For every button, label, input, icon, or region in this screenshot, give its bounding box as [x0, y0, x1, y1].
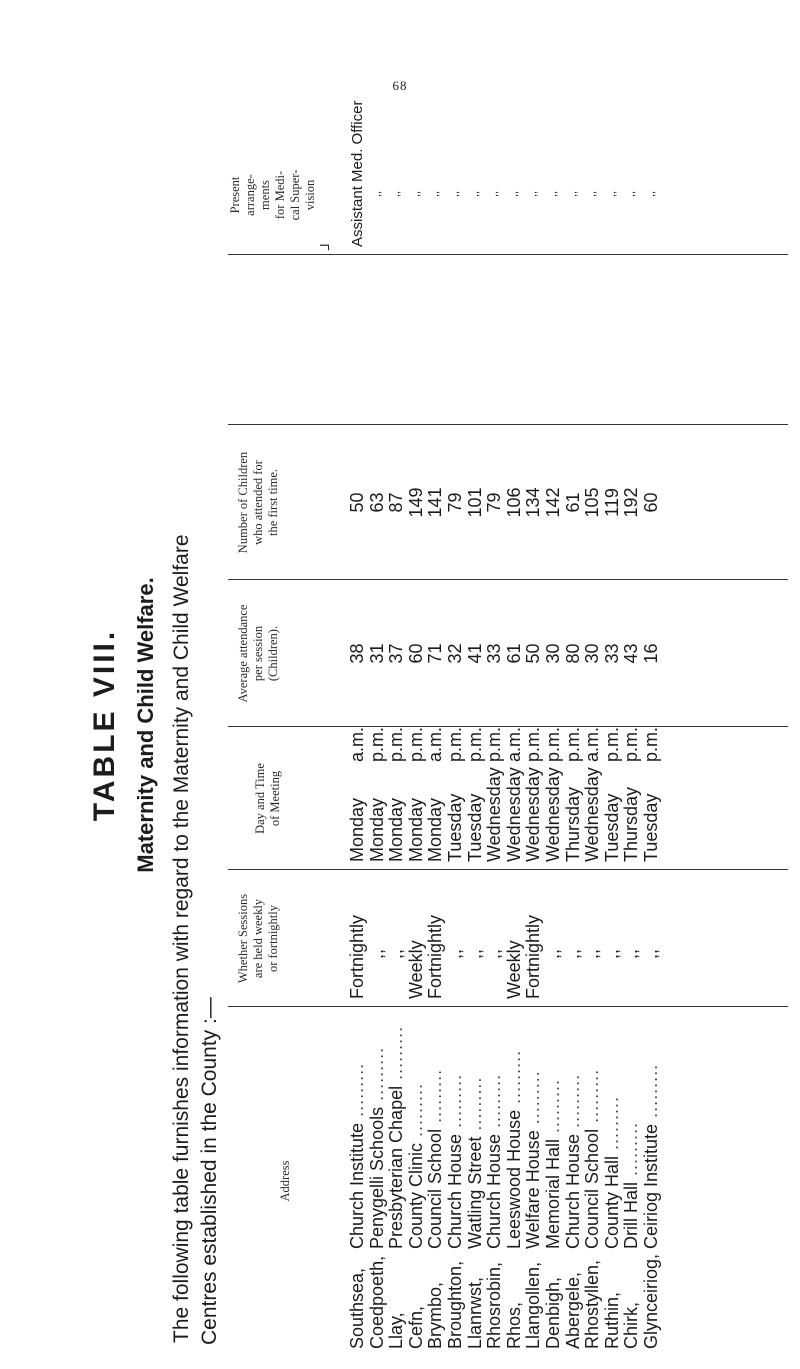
new-children-cell: 142	[542, 487, 563, 518]
supervision-cell: ,,	[370, 190, 383, 197]
place-name: Llangollen,	[523, 1261, 544, 1349]
day-time-cell	[524, 727, 544, 862]
building-name: Welfare House	[523, 1130, 544, 1249]
time-of-day: p.m.	[444, 726, 465, 762]
day-time-cell	[348, 727, 368, 862]
attendance-cell: 71	[425, 643, 446, 664]
leader-dots: .........	[386, 1025, 407, 1086]
leader-dots: .........	[523, 1070, 544, 1131]
place-name: Brymbo,	[425, 1281, 446, 1349]
new-children-cell: 149	[405, 487, 426, 518]
time-of-day: a.m.	[425, 726, 446, 762]
new-children-cell: 141	[425, 487, 446, 518]
column-divider	[228, 1006, 788, 1007]
day-time-cell	[407, 727, 427, 862]
building-name: Penygelli Schools	[366, 1106, 387, 1249]
attendance-cell: 60	[405, 643, 426, 664]
building-name: County Hall	[601, 1155, 622, 1249]
table-row-address	[446, 1009, 466, 1349]
day-time-cell	[583, 727, 603, 862]
supervision-cell: ,,	[586, 190, 599, 197]
time-of-day: p.m.	[366, 726, 387, 762]
leader-dots: .........	[366, 1046, 387, 1107]
header-day-time: Day and Time of Meeting	[253, 763, 282, 834]
place-name: Glynceiriog,	[640, 1253, 661, 1349]
new-children-cell: 101	[464, 487, 485, 518]
place-name: Cefn,	[405, 1305, 426, 1349]
leader-dots: .........	[621, 1121, 642, 1182]
leader-dots: .........	[347, 1062, 367, 1123]
header-address: Address	[278, 1160, 292, 1202]
building-name: Council School	[582, 1128, 603, 1249]
new-children-cell: 134	[523, 487, 544, 518]
sessions-cell: ,,	[464, 948, 485, 959]
sessions-cell: Fortnightly	[523, 914, 544, 999]
building-name: Drill Hall	[621, 1182, 642, 1249]
attendance-cell: 32	[444, 643, 465, 664]
supervision-cell: ,,	[448, 190, 461, 197]
place-name: Denbigh,	[542, 1276, 563, 1349]
day-time-cell	[603, 727, 623, 862]
day-name: Monday	[425, 797, 446, 862]
time-of-day: p.m.	[484, 726, 505, 762]
header-attendance: Average attendance per session (Children).	[236, 604, 280, 703]
time-of-day: p.m.	[464, 726, 485, 762]
day-name: Wednesday	[484, 767, 505, 862]
sessions-cell: Fortnightly	[425, 914, 446, 999]
column-address	[348, 1009, 662, 1349]
place-name: Coedpoeth,	[366, 1255, 387, 1349]
day-name: Wednesday	[542, 767, 563, 862]
place-name: Rhostyllen,	[582, 1259, 603, 1349]
sessions-cell: Weekly	[405, 940, 426, 999]
building-name: Church House	[562, 1133, 583, 1249]
day-name: Tuesday	[464, 793, 485, 862]
supervision-cell: ,,	[566, 190, 579, 197]
supervision-cell: ,,	[468, 190, 481, 197]
building-name: County Clinic	[405, 1142, 426, 1249]
attendance-cell: 31	[366, 643, 387, 664]
sessions-cell: Weekly	[503, 940, 524, 999]
sessions-cell: ,,	[542, 948, 563, 959]
day-name: Monday	[386, 797, 407, 862]
day-name: Thursday	[621, 786, 642, 862]
time-of-day: p.m.	[386, 726, 407, 762]
day-name: Monday	[366, 797, 387, 862]
new-children-cell: 87	[386, 492, 407, 513]
sessions-cell: ,,	[484, 948, 505, 959]
attendance-cell: 30	[582, 643, 603, 664]
table-row-address	[348, 1009, 368, 1349]
table-row-address	[387, 1009, 407, 1349]
attendance-cell: 30	[542, 643, 563, 664]
sessions-cell: ,,	[621, 948, 642, 959]
building-name: Council School	[425, 1128, 446, 1249]
table-row-address	[642, 1009, 662, 1349]
sessions-cell: ,,	[562, 948, 583, 959]
day-name: Monday	[405, 797, 426, 862]
sessions-cell: Fortnightly	[347, 914, 367, 999]
day-name: Wednesday	[523, 767, 544, 862]
time-of-day: a.m.	[347, 726, 367, 762]
building-name: Watling Street	[464, 1136, 485, 1249]
time-of-day: p.m.	[523, 726, 544, 762]
intro-text-line-1: The following table furnishes information with regard to the Maternity and Child Welfare	[170, 534, 193, 1343]
time-of-day: p.m.	[640, 726, 661, 762]
page-number: 68	[392, 78, 408, 93]
day-name: Wednesday	[503, 767, 524, 862]
day-time-cell	[446, 727, 466, 862]
building-name: Leeswood House	[503, 1109, 524, 1249]
place-name: Ruthin,	[601, 1291, 622, 1349]
attendance-cell: 16	[640, 643, 661, 664]
day-name: Tuesday	[444, 793, 465, 862]
page-subtitle: Maternity and Child Welfare.	[133, 577, 158, 873]
attendance-cell: 38	[347, 643, 367, 664]
table-row-address	[407, 1009, 427, 1349]
day-name: Thursday	[562, 786, 583, 862]
new-children-cell: 61	[562, 492, 583, 513]
new-children-cell: 119	[601, 488, 622, 517]
time-of-day: p.m.	[405, 726, 426, 762]
table-row-address	[485, 1009, 505, 1349]
table-row-address	[466, 1009, 486, 1349]
building-name: Memorial Hall	[542, 1138, 563, 1249]
intro-text-line-2: Centres established in the County :—	[198, 997, 221, 1345]
attendance-cell: 61	[503, 643, 524, 664]
leader-dots: .........	[503, 1049, 524, 1110]
leader-dots: .........	[405, 1082, 426, 1143]
supervision-cell: ,,	[527, 190, 540, 197]
place-name: Southsea,	[347, 1267, 367, 1349]
building-name: Church House	[484, 1133, 505, 1249]
centres-table	[228, 95, 800, 1355]
place-name: Rhosrobin,	[484, 1261, 505, 1349]
leader-dots: .........	[444, 1073, 465, 1134]
day-time-cell	[466, 727, 486, 862]
time-of-day: p.m.	[621, 726, 642, 762]
day-time-cell	[544, 727, 564, 862]
place-name: Rhos,	[503, 1301, 524, 1349]
time-of-day: a.m.	[503, 726, 524, 762]
sessions-cell: ,,	[640, 948, 661, 959]
column-new-children	[348, 425, 662, 580]
new-children-cell: 79	[484, 492, 505, 513]
time-of-day: a.m.	[582, 726, 603, 762]
leader-dots: .........	[464, 1076, 485, 1137]
building-name: Church House	[444, 1133, 465, 1249]
day-time-cell	[368, 727, 388, 862]
day-time-cell	[505, 727, 525, 862]
page-title: TABLE VIII.	[88, 628, 121, 822]
sessions-cell: ,,	[366, 948, 387, 959]
column-day-time	[348, 727, 662, 862]
attendance-cell: 33	[484, 643, 505, 664]
column-attendance	[348, 580, 662, 727]
attendance-cell: 37	[386, 643, 407, 664]
table-row-address	[583, 1009, 603, 1349]
new-children-cell: 106	[503, 487, 524, 518]
supervision-cell: ,,	[507, 190, 520, 197]
time-of-day: p.m.	[601, 726, 622, 762]
table-row-address	[368, 1009, 388, 1349]
table-row-address	[544, 1009, 564, 1349]
new-children-cell: 50	[347, 492, 367, 513]
column-supervision	[348, 100, 662, 247]
sessions-cell: ,,	[582, 948, 603, 959]
day-time-cell	[622, 727, 642, 862]
day-time-cell	[564, 727, 584, 862]
table-row-address	[622, 1009, 642, 1349]
new-children-cell: 192	[621, 487, 642, 518]
place-name: Llay,	[386, 1312, 407, 1349]
header-new-children: Number of Children who attended for the first time.	[236, 451, 280, 554]
rotated-table-page	[0, 95, 800, 1355]
place-name: Broughton,	[444, 1260, 465, 1349]
sessions-cell: ,,	[386, 948, 407, 959]
day-time-cell	[426, 727, 446, 862]
table-row-address	[564, 1009, 584, 1349]
place-name: Abergele,	[562, 1271, 583, 1349]
day-time-cell	[642, 727, 662, 862]
day-time-cell	[387, 727, 407, 862]
leader-dots: .........	[582, 1068, 603, 1129]
day-name: Wednesday	[582, 767, 603, 862]
place-name: Llanrwst,	[464, 1276, 485, 1349]
supervision-cell: ,,	[390, 190, 403, 197]
leader-dots: .........	[601, 1095, 622, 1156]
column-divider	[228, 869, 788, 870]
supervision-cell: Assistant Med. Officer	[349, 100, 366, 247]
table-row-address	[524, 1009, 544, 1349]
building-name: Church Institute	[347, 1122, 367, 1249]
sessions-cell: ,,	[601, 948, 622, 959]
new-children-cell: 60	[640, 492, 661, 513]
leader-dots: .........	[640, 1063, 661, 1124]
attendance-cell: 33	[601, 643, 622, 664]
new-children-cell: 63	[366, 492, 387, 513]
table-row-address	[603, 1009, 623, 1349]
time-of-day: p.m.	[542, 726, 563, 762]
leader-dots: .........	[562, 1073, 583, 1134]
leader-dots: .........	[484, 1073, 505, 1134]
header-arrangements: Present arrange- ments for Medi- cal Super- vision ᒧ	[228, 169, 332, 251]
supervision-cell: ,,	[429, 190, 442, 197]
building-name: Presbyterian Chapel	[386, 1085, 407, 1249]
attendance-cell: 50	[523, 643, 544, 664]
day-time-cell	[485, 727, 505, 862]
table-row-address	[505, 1009, 525, 1349]
leader-dots: .........	[425, 1068, 446, 1129]
day-name: Monday	[347, 797, 367, 862]
leader-dots: .........	[542, 1078, 563, 1139]
supervision-cell: ,,	[605, 190, 618, 197]
supervision-cell: ,,	[488, 190, 501, 197]
new-children-cell: 79	[444, 492, 465, 513]
day-name: Tuesday	[640, 793, 661, 862]
time-of-day: p.m.	[562, 726, 583, 762]
supervision-cell: ,,	[546, 190, 559, 197]
place-name: Chirk,	[621, 1301, 642, 1349]
supervision-cell: ,,	[644, 190, 657, 197]
attendance-cell: 80	[562, 643, 583, 664]
supervision-cell: ,,	[625, 190, 638, 197]
header-sessions: Whether Sessions are held weekly or fortnightly	[236, 893, 280, 984]
attendance-cell: 43	[621, 643, 642, 664]
supervision-cell: ,,	[409, 190, 422, 197]
new-children-cell: 105	[582, 487, 603, 518]
building-name: Ceiriog Institute	[640, 1123, 661, 1249]
table-row-address	[426, 1009, 446, 1349]
attendance-cell: 41	[464, 643, 485, 664]
sessions-cell: ,,	[444, 948, 465, 959]
column-sessions	[348, 874, 662, 999]
day-name: Tuesday	[601, 793, 622, 862]
